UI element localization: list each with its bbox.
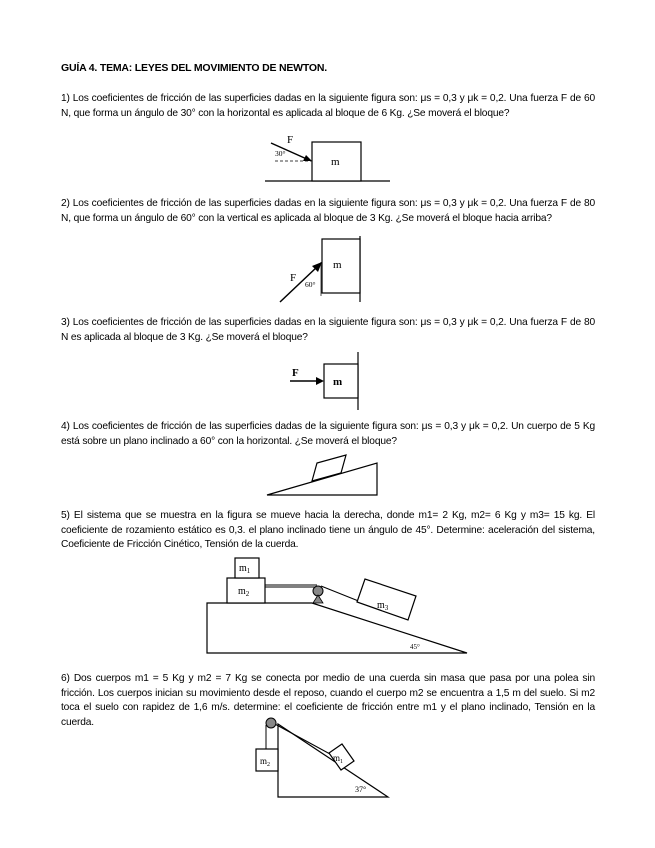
angle-label: 60° bbox=[305, 280, 316, 289]
problem-6-text: 6) Dos cuerpos m1 = 5 Kg y m2 = 7 Kg se conecta por medio de una cuerda sin masa que pasa por una polea sin fricción. Los cuerpos inician su movimiento desde el reposo, cuando el cuerpo m2 se encuentra a 1,5 m del suelo. Si m2 toca el suelo con rapidez de 1,6 m/s. determine: el coeficiente de fricción entre m1 y el plano inclinado, Tensión en la cuerda. bbox=[61, 673, 595, 728]
problem-5-figure bbox=[205, 553, 470, 655]
block-m-label: m bbox=[333, 259, 342, 271]
force-label: F bbox=[290, 272, 297, 284]
problem-2-text: 2) Los coeficientes de fricción de las superficies dadas en la siguiente figura son: μs = 0,3 y μk = 0,2. Una fuerza F de 80 N, que forma un ángulo de 60° con la vertical es aplicada al bloque de 3 Kg. ¿Se moverá el bloque hacia arriba? bbox=[61, 198, 595, 224]
problem-3-figure bbox=[288, 352, 368, 410]
block-m3-label: $m_3$ bbox=[377, 600, 389, 612]
problem-6-figure bbox=[253, 715, 393, 800]
problem-4-figure bbox=[265, 452, 380, 497]
problem-1-text: 1) Los coeficientes de fricción de las superficies dadas en la siguiente figura son: μs = 0,3 y μk = 0,2. Una fuerza F de 60 N, que forma un ángulo de 30° con la horizontal es aplicada al bloque de 6 Kg. ¿Se moverá el bloque? bbox=[61, 93, 595, 119]
table-incline bbox=[207, 603, 467, 653]
block-m-label: m bbox=[331, 156, 340, 168]
force-label: F bbox=[287, 134, 294, 146]
problem-4-text: 4) Los coeficientes de fricción de las superficies dadas de la siguiente figura son: μs = 0,3 y μk = 0,2. Un cuerpo de 5 Kg está sobre un plano inclinado a 60° con la horizontal. ¿Se moverá el bloque? bbox=[61, 421, 595, 447]
angle-label: 30° bbox=[275, 149, 286, 158]
block-m1-label: $m_1$ bbox=[333, 753, 344, 765]
block-m-label: m bbox=[333, 376, 343, 388]
problem-1-figure bbox=[265, 130, 395, 185]
block-m2-label: $m_2$ bbox=[238, 586, 250, 598]
block-m1-label: $m_1$ bbox=[239, 563, 251, 575]
block-m3 bbox=[357, 579, 416, 620]
angle-label: 37° bbox=[355, 785, 367, 794]
angle-label: 45° bbox=[410, 643, 420, 651]
force-label: F bbox=[292, 367, 299, 379]
block-m2-label: $m_2$ bbox=[260, 756, 271, 768]
pulley-icon bbox=[266, 718, 276, 728]
problem-5-text: 5) El sistema que se muestra en la figura se mueve hacia la derecha, donde m1= 2 Kg, m2= 6 Kg y m3= 15 kg. El coeficiente de rozamiento estático es 0,3. el plano inclinado tiene un ángulo de 45°. Determine: aceleración del sistema, Coeficiente de Fricción Cinético, Tensión de la cuerda. bbox=[61, 510, 595, 550]
problem-3-text: 3) Los coeficientes de fricción de las superficies dadas en la siguiente figura son: μs = 0,3 y μk = 0,2. Una fuerza F de 80 N es aplicada al bloque de 3 Kg. ¿Se moverá el bloque? bbox=[61, 317, 595, 343]
problem-2-figure bbox=[278, 236, 368, 304]
guide-title: GUÍA 4. TEMA: LEYES DEL MOVIMIENTO DE NEWTON. bbox=[61, 62, 327, 74]
rope-incline bbox=[321, 586, 361, 602]
